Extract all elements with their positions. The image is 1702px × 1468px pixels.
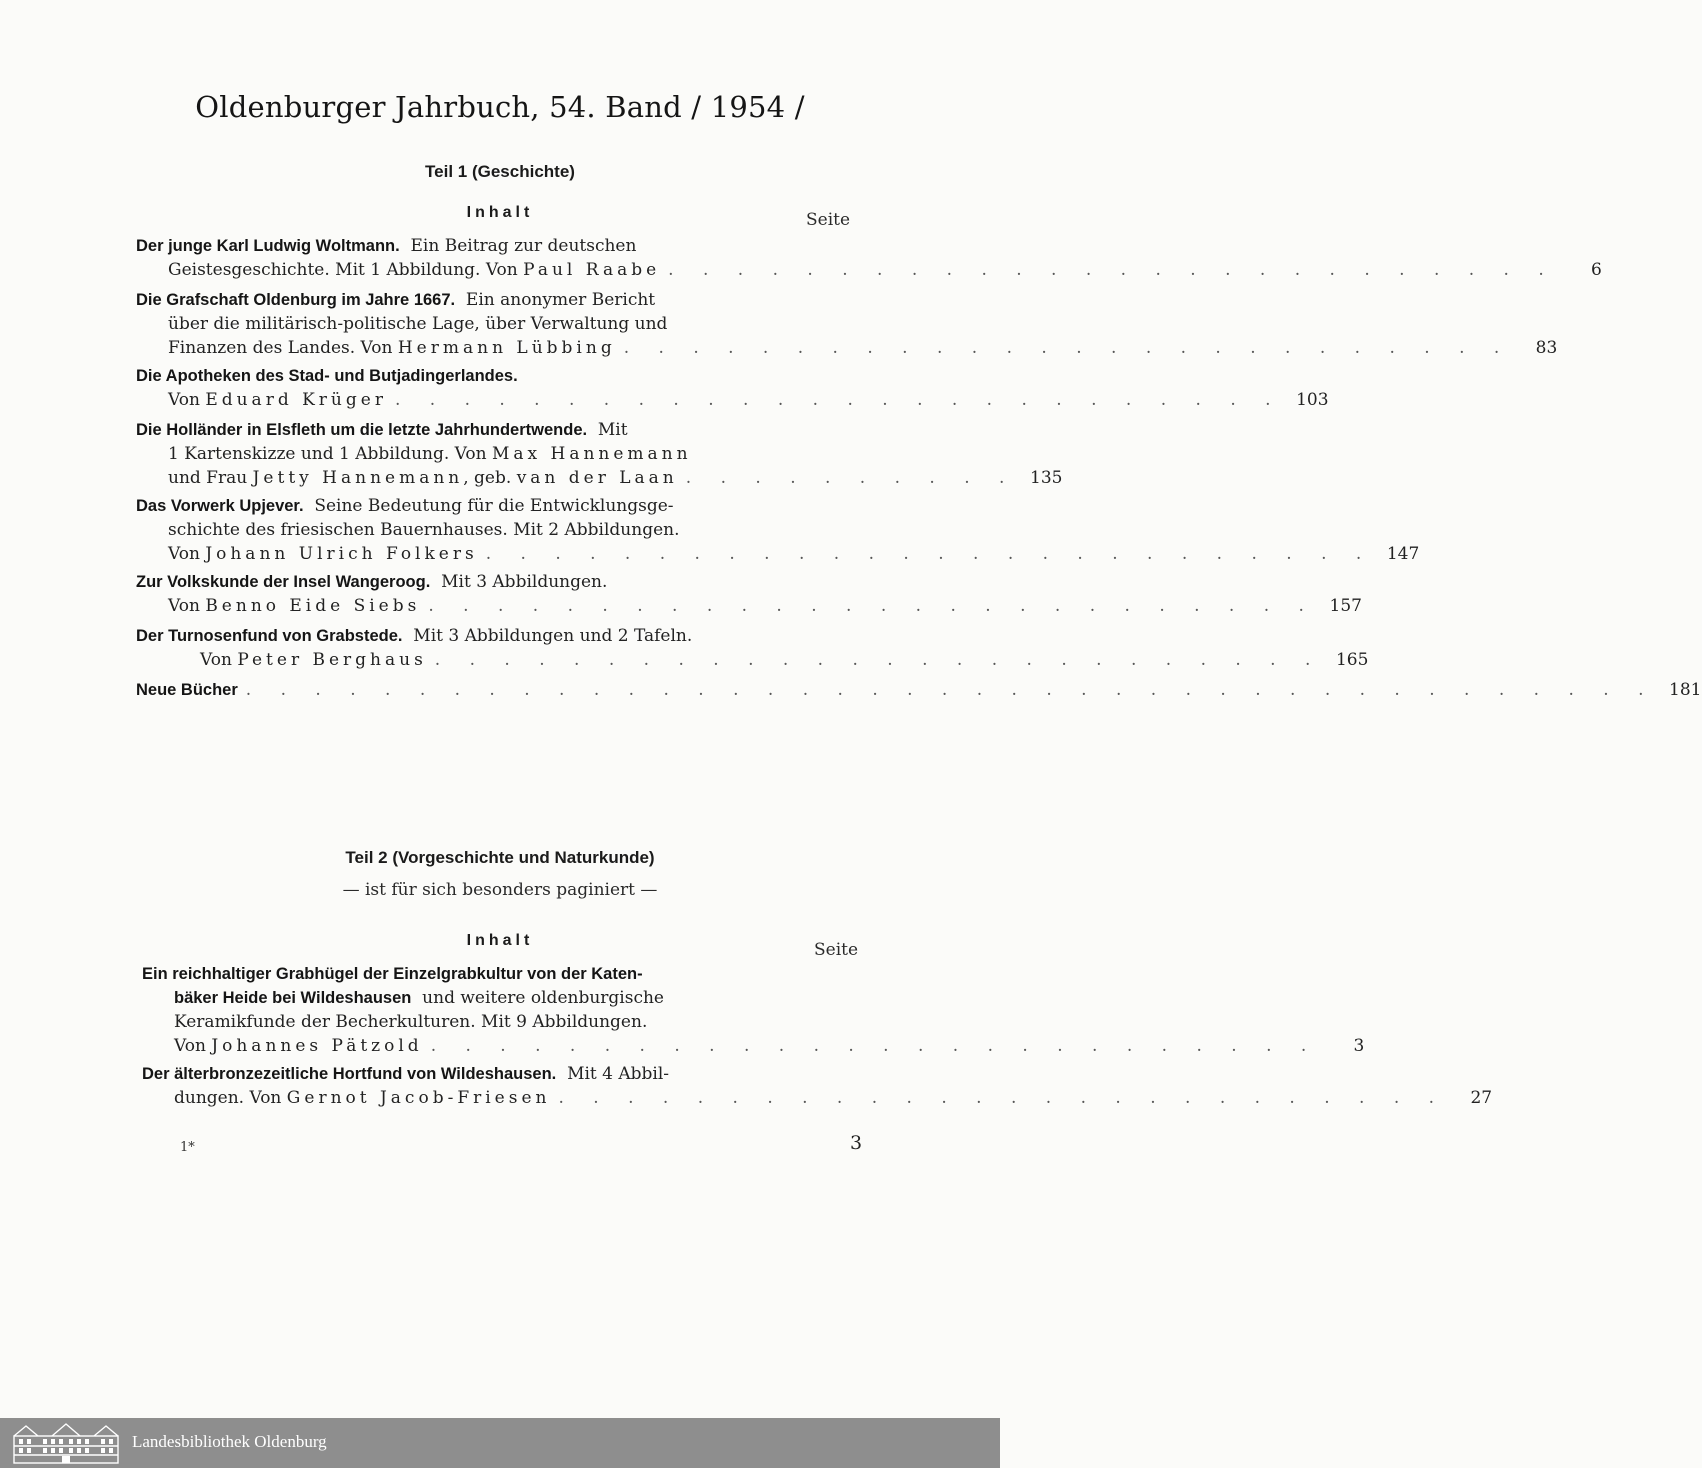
entry-title: bäker Heide bei Wildeshausen (174, 989, 412, 1007)
volume-title: Oldenburger Jahrbuch, 54. Band / 1954 / (195, 90, 805, 124)
entry-text: über die militärisch-politische Lage, über Verwaltung und (168, 314, 668, 334)
entry-author: Eduard Krüger (205, 390, 387, 410)
toc-entry (136, 678, 1702, 702)
part2-heading: Teil 2 (Vorgeschichte und Naturkunde) (345, 848, 655, 867)
entry-author: Benno Eide Siebs (205, 596, 421, 616)
leader-dots: . . . . . . . . . . . . . . . . . . . . . . . . . . . . . . . . . . . . . . . . . (245, 680, 1656, 700)
leader-dots: . . . . . . . . . . (685, 468, 1017, 488)
leader-dots: . . . . . . . . . . . . . . . . . . . . . . . . . . (428, 596, 1316, 616)
entry-title: Ein reichhaltiger Grabhügel der Einzelgrabkultur von der Katen- (142, 965, 643, 983)
toc-entry (142, 1062, 1493, 1110)
entry-author: Hermann Lübbing (397, 338, 616, 358)
entry-text: Von (174, 1036, 206, 1056)
entry-text: Finanzen des Landes. Von (168, 338, 393, 358)
entry-text: schichte des friesischen Bauernhauses. Mit 2 Abbildungen. (168, 520, 680, 540)
library-building-icon (12, 1422, 120, 1464)
entry-text: Von (200, 650, 232, 670)
toc-entry (136, 234, 1602, 282)
printer-signature: 1* (180, 1140, 195, 1155)
entry-page: 135 (1030, 468, 1063, 488)
entry-author: Peter Berghaus (237, 650, 427, 670)
entry-text: Mit 3 Abbildungen. (441, 572, 608, 592)
entry-title: Die Holländer in Elsfleth um die letzte Jahrhundertwende. (136, 421, 588, 439)
entry-author: Johann Ulrich Folkers (205, 544, 478, 564)
entry-page: 103 (1296, 390, 1329, 410)
toc-entry (136, 494, 1420, 566)
page-number: 3 (850, 1132, 863, 1154)
toc-entry (136, 570, 1362, 618)
entry-text: Von (168, 596, 200, 616)
entry-title: Die Grafschaft Oldenburg im Jahre 1667. (136, 291, 456, 309)
toc-entry (136, 364, 1329, 412)
leader-dots: . . . . . . . . . . . . . . . . . . . . . . . . . . (558, 1088, 1447, 1108)
entry-title: Das Vorwerk Upjever. (136, 497, 304, 515)
entry-page: 181 (1669, 680, 1702, 700)
entry-text: Mit 3 Abbildungen und 2 Tafeln. (413, 626, 693, 646)
part1-contents-label: Inhalt (466, 204, 534, 221)
entry-page: 157 (1329, 596, 1362, 616)
entry-title: Der älterbronzezeitliche Hortfund von Wildeshausen. (142, 1065, 557, 1083)
entry-text: dungen. Von (174, 1088, 282, 1108)
part1-page-label: Seite (806, 210, 851, 230)
entry-page: 165 (1335, 650, 1369, 670)
entry-author: Jetty Hannemann (252, 468, 464, 488)
leader-dots: . . . . . . . . . . . . . . . . . . . . . . . . . . (623, 338, 1512, 358)
entry-page: 3 (1353, 1036, 1365, 1056)
part2-pagination-note: — ist für sich besonders paginiert — (342, 880, 658, 900)
library-name: Landesbibliothek Oldenburg (132, 1432, 327, 1451)
entry-text: , geb. (463, 468, 512, 488)
entry-text: Von (168, 390, 200, 410)
part2-contents-label: Inhalt (466, 932, 534, 949)
entry-text: Ein anonymer Bericht (465, 290, 656, 310)
entry-text: Von (168, 544, 200, 564)
entry-author: Johannes Pätzold (211, 1036, 423, 1056)
entry-title: Die Apotheken des Stad- und Butjadingerlandes. (136, 367, 518, 385)
leader-dots: . . . . . . . . . . . . . . . . . . . . . . . . . . (394, 390, 1283, 410)
entry-page: 6 (1590, 260, 1602, 280)
entry-page: 27 (1470, 1088, 1493, 1108)
entry-author: Gernot Jacob-Friesen (286, 1088, 551, 1108)
entry-title: Der Turnosenfund von Grabstede. (136, 627, 403, 645)
entry-title: Neue Bücher (136, 681, 238, 699)
entry-page: 83 (1535, 338, 1558, 358)
entry-text: Mit 4 Abbil- (567, 1064, 670, 1084)
entry-text: Mit (597, 420, 628, 440)
part2-page-label: Seite (814, 940, 859, 960)
entry-page: 147 (1386, 544, 1420, 564)
entry-text: Ein Beitrag zur deutschen (410, 236, 637, 256)
leader-dots: . . . . . . . . . . . . . . . . . . . . . . . . . . (434, 650, 1323, 670)
toc-entry (142, 962, 1365, 1058)
entry-author: Paul Raabe (523, 260, 661, 280)
toc-entry (136, 624, 1369, 672)
entry-title: Der junge Karl Ludwig Woltmann. (136, 237, 400, 255)
entry-text: und weitere oldenburgische (422, 988, 664, 1008)
entry-text: Keramikfunde der Becherkulturen. Mit 9 Abbildungen. (174, 1012, 648, 1032)
entry-title: Zur Volkskunde der Insel Wangeroog. (136, 573, 431, 591)
entry-author: Max Hannemann (491, 444, 692, 464)
entry-text: Seine Bedeutung für die Entwicklungsge- (314, 496, 674, 516)
entry-text: 1 Kartenskizze und 1 Abbildung. Von (168, 444, 487, 464)
toc-entry (136, 288, 1558, 360)
library-footer-bar (0, 1418, 1000, 1468)
entry-author: van der Laan (516, 468, 678, 488)
leader-dots: . . . . . . . . . . . . . . . . . . . . . . . . . . (668, 260, 1556, 280)
leader-dots: . . . . . . . . . . . . . . . . . . . . . . . . . . (430, 1036, 1319, 1056)
toc-entry (136, 418, 1063, 490)
part1-heading: Teil 1 (Geschichte) (425, 162, 575, 181)
entry-text: Geistesgeschichte. Mit 1 Abbildung. Von (168, 260, 518, 280)
leader-dots: . . . . . . . . . . . . . . . . . . . . . . . . . . (485, 544, 1374, 564)
entry-text: und Frau (168, 468, 248, 488)
